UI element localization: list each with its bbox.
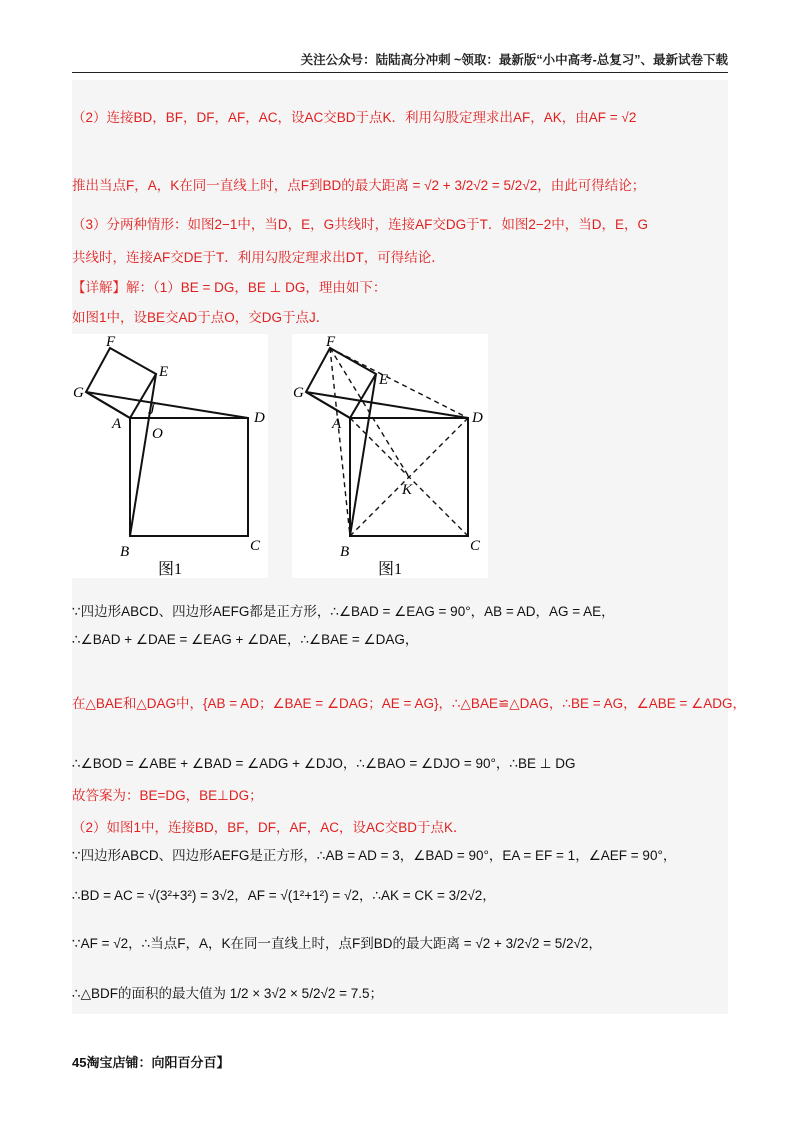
solution-line-7: ∴∠BAD + ∠DAE = ∠EAG + ∠DAE，∴∠BAE = ∠DAG， <box>72 632 419 647</box>
figure-2 <box>292 334 488 578</box>
label-e: E <box>159 364 169 380</box>
label-a-2: A <box>332 416 342 432</box>
label-d: D <box>254 410 265 426</box>
figure-1 <box>72 334 268 578</box>
solution-line-15: ∴△BDF的面积的最大值为 1/2 × 3√2 × 5/2√2 = 7.5； <box>72 986 384 1001</box>
label-k-2: K <box>402 482 413 498</box>
square-abcd <box>130 418 248 536</box>
solution-line-6: ∵四边形ABCD、四边形AEFG都是正方形，∴∠BAD = ∠EAG = 90°，AB = AD，AG = AE， <box>72 604 615 619</box>
label-a: A <box>112 416 122 432</box>
label-o: O <box>152 426 163 442</box>
label-j: J <box>148 402 155 418</box>
segment-gd <box>86 392 248 418</box>
solution-line-1: 推出当点F，A，K在同一直线上时，点F到BD的最大距离 = √2 + 3/2√2 = 5/2√2，由此可得结论； <box>72 178 646 193</box>
label-d-2: D <box>472 410 483 426</box>
dashed-ac <box>350 418 468 536</box>
solution-line-8: 在△BAE和△DAG中，{AB = AD；∠BAE = ∠DAG；AE = AG}，∴△BAE≌△DAG，∴BE = AG，∠ABE = ∠ADG， <box>72 696 746 711</box>
solution-line-14: ∵AF = √2，∴当点F，A，K在同一直线上时，点F到BD的最大距离 = √2 + 3/2√2 = 5/2√2， <box>72 936 602 951</box>
label-c: C <box>250 538 261 554</box>
label-g-2: G <box>293 385 304 401</box>
label-b-2: B <box>340 544 350 560</box>
page-header: 关注公众号：陆陆高分冲刺 ~领取：最新版“小中高考-总复习”、最新试卷下载 <box>300 53 728 67</box>
label-g: G <box>73 385 84 401</box>
figure-2-diagram <box>292 334 488 578</box>
solution-line-10: 故答案为：BE=DG，BE⊥DG； <box>72 788 263 803</box>
solution-line-13: ∴BD = AC = √(3²+3²) = 3√2，AF = √(1²+1²) = √2，∴AK = CK = 3/2√2， <box>72 888 496 903</box>
solution-line-12: ∵四边形ABCD、四边形AEFG是正方形，∴AB = AD = 3，∠BAD = 90°，EA = EF = 1，∠AEF = 90°， <box>72 848 677 863</box>
header-rule <box>72 72 728 73</box>
solution-line-9: ∴∠BOD = ∠ABE + ∠BAD = ∠ADG + ∠DJO，∴∠BAO = ∠DJO = 90°，∴BE ⊥ DG <box>72 756 576 771</box>
square-aefg <box>86 348 156 418</box>
label-f-2: F <box>326 334 336 350</box>
solution-line-11: （2）如图1中，连接BD，BF，DF，AF，AC，设AC交BD于点K． <box>72 820 467 835</box>
solution-content <box>72 80 746 1014</box>
label-c-2: C <box>470 538 481 554</box>
solution-line-3: 共线时，连接AF交DE于T．利用勾股定理求出DT，可得结论． <box>72 250 445 265</box>
label-b: B <box>120 544 130 560</box>
segment-be <box>130 374 156 536</box>
label-f: F <box>106 334 116 350</box>
dashed-fb <box>330 348 350 536</box>
solution-line-0: （2）连接BD，BF，DF，AF，AC，设AC交BD于点K．利用勾股定理求出AF，AK，由AF = √2 <box>72 110 637 125</box>
figure-2-caption: 图1 <box>378 561 403 578</box>
solution-line-2: （3）分两种情形：如图2−1中，当D，E，G共线时，连接AF交DG于T．如图2−2中，当D，E，G <box>72 217 649 232</box>
label-e-2: E <box>379 372 389 388</box>
page-footer: 45淘宝店铺：向阳百分百】 <box>72 1055 230 1070</box>
figure-1-diagram <box>72 334 268 578</box>
figure-1-caption: 图1 <box>158 561 183 578</box>
solution-line-5: 如图1中，设BE交AD于点O，交DG于点J． <box>72 310 330 325</box>
solution-line-4: 【详解】解：（1）BE = DG，BE ⊥ DG，理由如下： <box>72 280 387 295</box>
